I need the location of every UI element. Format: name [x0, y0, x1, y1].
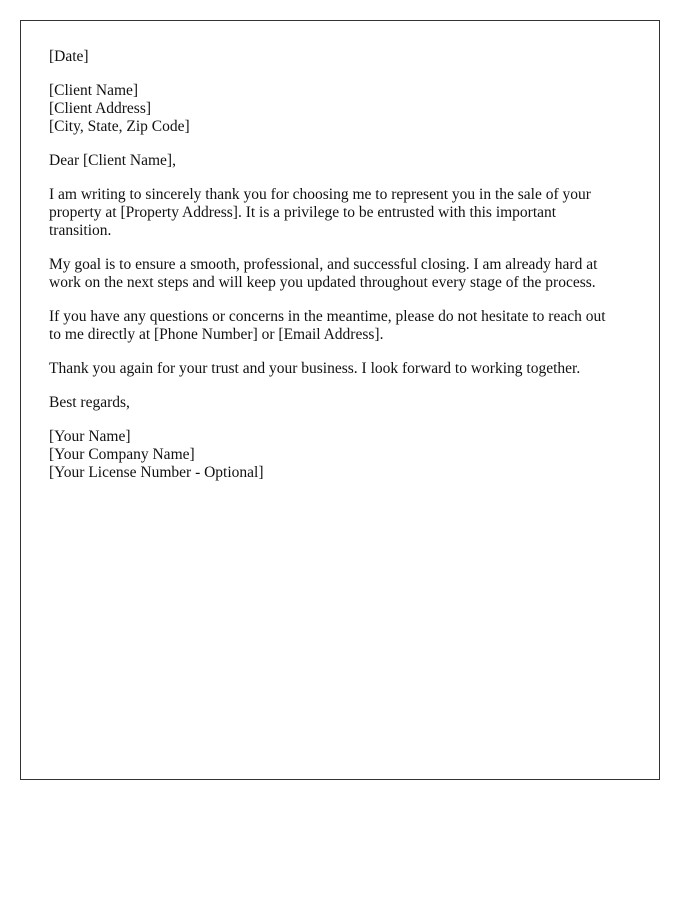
spacer: [49, 136, 639, 152]
paragraph-contact: [49, 308, 639, 344]
paragraph-line: property at [Property Address]. It is a privilege to be entrusted with this important: [49, 204, 557, 221]
paragraph-closing-thanks: [49, 360, 639, 378]
recipient-city-state-zip: [City, State, Zip Code]: [49, 118, 190, 135]
paragraph-goal: [49, 256, 639, 292]
signature-company: [Your Company Name]: [49, 446, 195, 463]
spacer: [49, 378, 639, 394]
spacer: [49, 412, 639, 428]
spacer: [49, 240, 639, 256]
recipient-name: [Client Name]: [49, 82, 139, 99]
paragraph-line: If you have any questions or concerns in the meantime, please do not hesitate to reach out: [49, 308, 606, 325]
paragraph-line: transition.: [49, 222, 112, 239]
letter-frame: [20, 20, 660, 780]
paragraph-line: to me directly at [Phone Number] or [Email Address].: [49, 326, 384, 343]
closing: Best regards,: [49, 394, 130, 411]
spacer: [49, 344, 639, 360]
signature-name: [Your Name]: [49, 428, 131, 445]
signature-block: [49, 428, 639, 482]
paragraph-line: work on the next steps and will keep you updated throughout every stage of the process.: [49, 274, 596, 291]
paragraph-line: I am writing to sincerely thank you for choosing me to represent you in the sale of your: [49, 186, 591, 203]
recipient-block: [49, 82, 639, 136]
paragraph-line: My goal is to ensure a smooth, professional, and successful closing. I am already hard at: [49, 256, 598, 273]
salutation: Dear [Client Name],: [49, 152, 176, 169]
paragraph-line: Thank you again for your trust and your business. I look forward to working together.: [49, 360, 581, 377]
signature-license: [Your License Number - Optional]: [49, 464, 264, 481]
letter-body: [49, 48, 639, 482]
paragraph-thanks: [49, 186, 639, 240]
spacer: [49, 66, 639, 82]
spacer: [49, 170, 639, 186]
letter-date: [Date]: [49, 48, 89, 65]
recipient-address: [Client Address]: [49, 100, 152, 117]
spacer: [49, 292, 639, 308]
